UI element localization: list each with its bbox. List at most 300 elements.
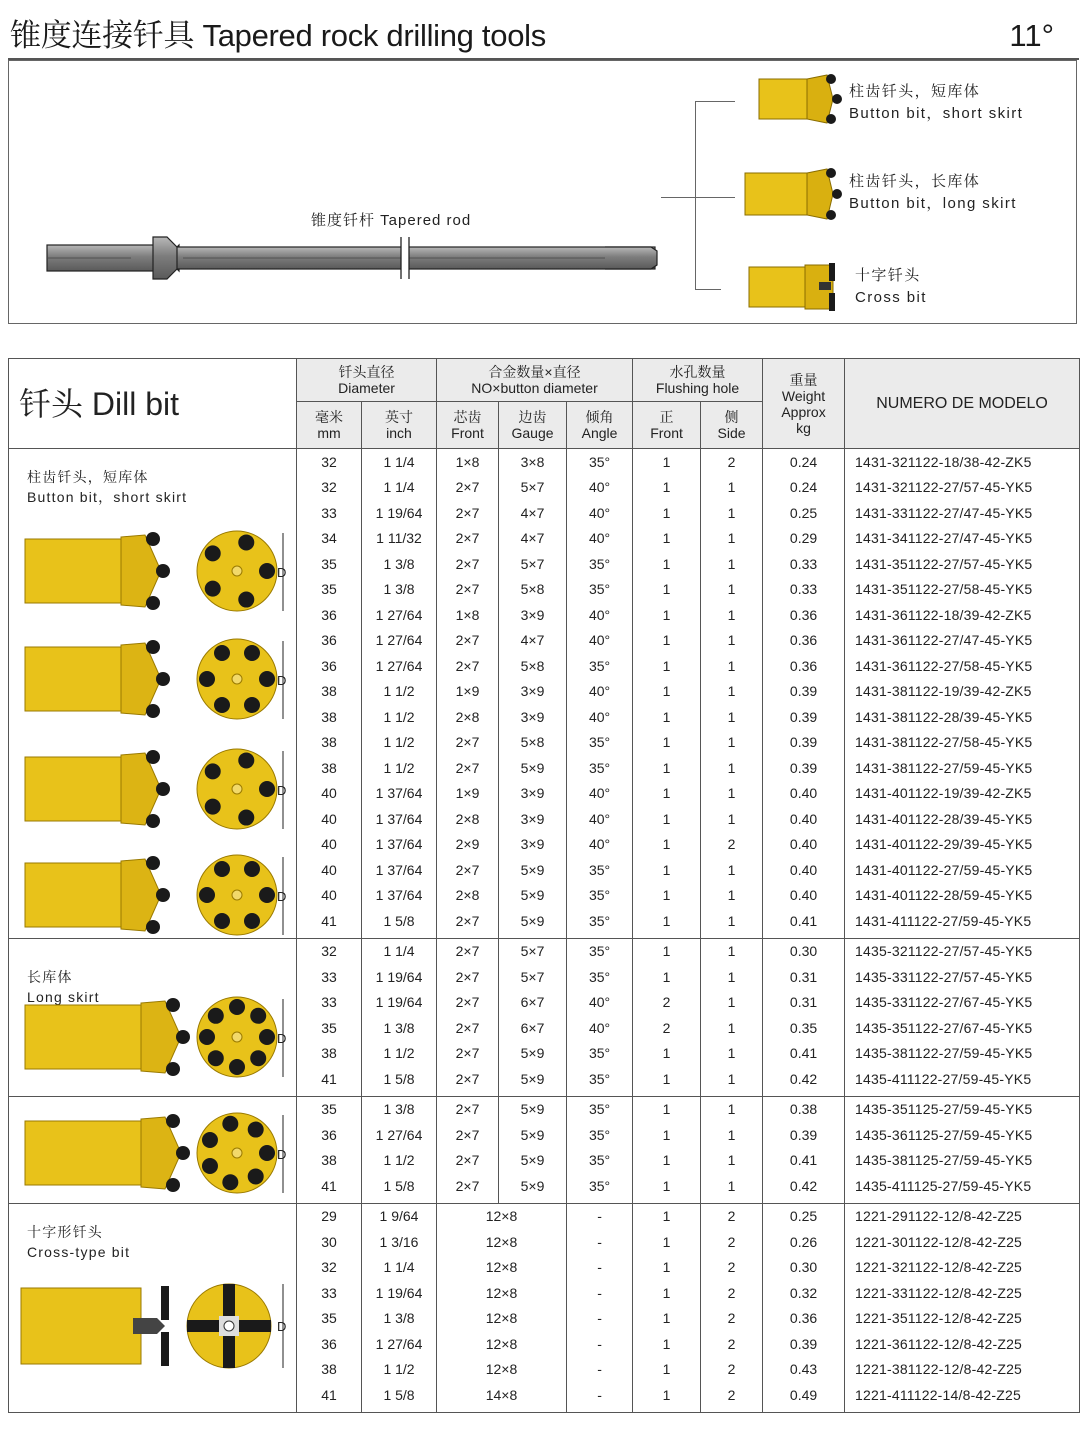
cell-gauge: 5×8 [499, 577, 567, 603]
cell-mm: 32 [297, 475, 362, 501]
cell-weight: 0.49 [763, 1382, 845, 1412]
cell-buttons: 14×8 [437, 1382, 567, 1412]
cell-model: 1435-351122-27/67-45-YK5 [845, 1015, 1080, 1041]
cell-angle: - [567, 1382, 633, 1412]
cell-angle: 35° [567, 908, 633, 938]
cell-weight: 0.40 [763, 781, 845, 807]
cell-flush-front: 1 [633, 475, 701, 501]
group-label: 长库体 Long skirt [27, 968, 100, 1005]
cell-angle: 35° [567, 1096, 633, 1122]
cell-model: 1431-351122-27/58-45-YK5 [845, 577, 1080, 603]
cell-gauge: 5×9 [499, 857, 567, 883]
cell-inch: 1 9/64 [362, 1203, 437, 1229]
cell-flush-front: 1 [633, 755, 701, 781]
cell-flush-front: 1 [633, 1203, 701, 1229]
cell-model: 1431-401122-29/39-45-YK5 [845, 832, 1080, 858]
cell-model: 1431-331122-27/47-45-YK5 [845, 500, 1080, 526]
cell-gauge: 5×7 [499, 938, 567, 964]
cell-front: 2×8 [437, 883, 499, 909]
cell-buttons: 12×8 [437, 1280, 567, 1306]
cell-gauge: 3×9 [499, 806, 567, 832]
cell-front: 2×7 [437, 964, 499, 990]
section-title: 钎头 Dill bit [9, 359, 297, 449]
cell-mm: 41 [297, 1382, 362, 1412]
cell-angle: 40° [567, 781, 633, 807]
cell-flush-front: 1 [633, 679, 701, 705]
cell-model: 1435-331122-27/57-45-YK5 [845, 964, 1080, 990]
table-row [9, 938, 1080, 964]
cell-model: 1431-321122-18/38-42-ZK5 [845, 449, 1080, 475]
cell-gauge: 6×7 [499, 1015, 567, 1041]
cell-angle: 40° [567, 806, 633, 832]
cell-inch: 1 1/2 [362, 730, 437, 756]
cell-flush-side: 1 [701, 908, 763, 938]
cell-buttons: 12×8 [437, 1255, 567, 1281]
cell-model: 1435-361125-27/59-45-YK5 [845, 1122, 1080, 1148]
cell-front: 2×7 [437, 500, 499, 526]
header-buttons: 合金数量×直径 NO×button diameter [437, 359, 633, 402]
group-cell [9, 1203, 297, 1412]
cell-front: 2×9 [437, 832, 499, 858]
cell-flush-side: 1 [701, 602, 763, 628]
cell-angle: 40° [567, 526, 633, 552]
cell-angle: 40° [567, 832, 633, 858]
cell-model: 1435-411125-27/59-45-YK5 [845, 1173, 1080, 1203]
cell-model: 1431-351122-27/57-45-YK5 [845, 551, 1080, 577]
cell-inch: 1 37/64 [362, 806, 437, 832]
cell-mm: 36 [297, 1122, 362, 1148]
cell-front: 1×9 [437, 781, 499, 807]
cell-flush-front: 1 [633, 832, 701, 858]
cell-buttons: 12×8 [437, 1357, 567, 1383]
cell-inch: 1 1/4 [362, 449, 437, 475]
tapered-rod-icon [45, 233, 665, 281]
cell-flush-side: 1 [701, 628, 763, 654]
cell-front: 1×8 [437, 449, 499, 475]
cell-weight: 0.41 [763, 1148, 845, 1174]
cell-flush-side: 2 [701, 1382, 763, 1412]
cell-gauge: 5×8 [499, 730, 567, 756]
cell-angle: - [567, 1229, 633, 1255]
cell-model: 1431-381122-19/39-42-ZK5 [845, 679, 1080, 705]
cell-flush-front: 1 [633, 551, 701, 577]
svg-text:D: D [277, 889, 287, 904]
cell-angle: - [567, 1203, 633, 1229]
cell-mm: 38 [297, 1148, 362, 1174]
cell-gauge: 5×7 [499, 551, 567, 577]
cell-inch: 1 37/64 [362, 832, 437, 858]
cell-front: 2×7 [437, 475, 499, 501]
header-fh-side: 侧 Side [701, 402, 763, 449]
cell-model: 1221-361122-12/8-42-Z25 [845, 1331, 1080, 1357]
product-diagram [8, 60, 1077, 324]
cell-angle: 35° [567, 1041, 633, 1067]
cell-weight: 0.40 [763, 857, 845, 883]
cell-inch: 1 37/64 [362, 857, 437, 883]
cell-inch: 1 37/64 [362, 781, 437, 807]
cell-flush-front: 1 [633, 1306, 701, 1332]
header-inch: 英寸 inch [362, 402, 437, 449]
cell-front: 2×7 [437, 1015, 499, 1041]
page-title: 锥度连接钎具 Tapered rock drilling tools [10, 18, 546, 53]
cell-flush-side: 1 [701, 1066, 763, 1096]
cell-mm: 35 [297, 1015, 362, 1041]
cell-angle: - [567, 1331, 633, 1357]
cell-weight: 0.39 [763, 1122, 845, 1148]
cell-weight: 0.40 [763, 883, 845, 909]
cell-buttons: 12×8 [437, 1229, 567, 1255]
cell-gauge: 4×7 [499, 628, 567, 654]
cell-inch: 1 19/64 [362, 964, 437, 990]
cell-flush-side: 1 [701, 1148, 763, 1174]
cell-model: 1431-361122-27/47-45-YK5 [845, 628, 1080, 654]
cell-gauge: 5×9 [499, 755, 567, 781]
cell-flush-side: 1 [701, 938, 763, 964]
cell-weight: 0.36 [763, 1306, 845, 1332]
cell-angle: - [567, 1280, 633, 1306]
cell-inch: 1 5/8 [362, 908, 437, 938]
cell-model: 1431-401122-27/59-45-YK5 [845, 857, 1080, 883]
cell-mm: 40 [297, 857, 362, 883]
header-flushing: 水孔数量 Flushing hole [633, 359, 763, 402]
cell-gauge: 3×9 [499, 832, 567, 858]
cell-gauge: 3×9 [499, 602, 567, 628]
button-bit-long-skirt-icon [15, 1111, 295, 1201]
drill-bit-spec-table [8, 358, 1080, 1413]
cell-flush-side: 2 [701, 1357, 763, 1383]
cell-front: 2×7 [437, 653, 499, 679]
header-front: 芯齿 Front [437, 402, 499, 449]
cell-flush-front: 1 [633, 526, 701, 552]
cell-model: 1431-341122-27/47-45-YK5 [845, 526, 1080, 552]
table-row [9, 1203, 1080, 1229]
cell-weight: 0.41 [763, 908, 845, 938]
cell-gauge: 5×9 [499, 883, 567, 909]
cell-angle: 35° [567, 1148, 633, 1174]
cell-weight: 0.35 [763, 1015, 845, 1041]
cell-flush-front: 1 [633, 857, 701, 883]
cell-gauge: 3×9 [499, 781, 567, 807]
cell-flush-front: 1 [633, 1255, 701, 1281]
cell-flush-side: 1 [701, 755, 763, 781]
cell-mm: 38 [297, 1041, 362, 1067]
svg-text:D: D [277, 783, 287, 798]
cell-weight: 0.31 [763, 964, 845, 990]
cell-weight: 0.42 [763, 1066, 845, 1096]
cell-weight: 0.43 [763, 1357, 845, 1383]
cell-angle: 35° [567, 449, 633, 475]
cell-weight: 0.29 [763, 526, 845, 552]
button-bit-short-skirt-icon [15, 747, 295, 837]
cell-flush-side: 2 [701, 1229, 763, 1255]
table-body [9, 449, 1080, 1413]
cell-gauge: 4×7 [499, 526, 567, 552]
cell-mm: 36 [297, 602, 362, 628]
cell-inch: 1 1/2 [362, 755, 437, 781]
cell-angle: 35° [567, 883, 633, 909]
cell-model: 1431-381122-27/59-45-YK5 [845, 755, 1080, 781]
cell-angle: - [567, 1255, 633, 1281]
cell-weight: 0.33 [763, 577, 845, 603]
cell-angle: 35° [567, 964, 633, 990]
cell-mm: 38 [297, 1357, 362, 1383]
cell-weight: 0.39 [763, 679, 845, 705]
cell-model: 1431-381122-27/58-45-YK5 [845, 730, 1080, 756]
cell-inch: 1 5/8 [362, 1173, 437, 1203]
cell-flush-front: 1 [633, 602, 701, 628]
button-bit-short-skirt-icon [15, 529, 295, 619]
cell-flush-side: 1 [701, 1015, 763, 1041]
cell-front: 2×7 [437, 730, 499, 756]
cell-angle: 40° [567, 475, 633, 501]
cell-mm: 33 [297, 1280, 362, 1306]
cell-mm: 41 [297, 1173, 362, 1203]
cell-inch: 1 3/8 [362, 1306, 437, 1332]
cell-flush-front: 1 [633, 1357, 701, 1383]
cell-mm: 40 [297, 883, 362, 909]
cell-angle: 35° [567, 1066, 633, 1096]
header-weight: 重量 Weight Approx kg [763, 359, 845, 449]
cell-model: 1435-321122-27/57-45-YK5 [845, 938, 1080, 964]
group-cell [9, 1096, 297, 1203]
cell-mm: 38 [297, 730, 362, 756]
cell-model: 1431-381122-28/39-45-YK5 [845, 704, 1080, 730]
cell-angle: 35° [567, 755, 633, 781]
cell-flush-front: 2 [633, 1015, 701, 1041]
table-row [9, 449, 1080, 475]
cell-flush-front: 1 [633, 1382, 701, 1412]
cell-front: 2×7 [437, 1066, 499, 1096]
cell-inch: 1 27/64 [362, 653, 437, 679]
cell-weight: 0.36 [763, 602, 845, 628]
svg-text:D: D [277, 1030, 287, 1046]
cell-front: 2×7 [437, 857, 499, 883]
cell-inch: 1 37/64 [362, 883, 437, 909]
cell-flush-side: 2 [701, 449, 763, 475]
cell-inch: 1 3/16 [362, 1229, 437, 1255]
cell-angle: 35° [567, 1122, 633, 1148]
cell-mm: 32 [297, 449, 362, 475]
cell-front: 1×8 [437, 602, 499, 628]
cell-inch: 1 1/2 [362, 704, 437, 730]
cell-gauge: 5×9 [499, 1066, 567, 1096]
cell-inch: 1 5/8 [362, 1066, 437, 1096]
cell-model: 1435-381122-27/59-45-YK5 [845, 1041, 1080, 1067]
cell-mm: 38 [297, 679, 362, 705]
cell-flush-side: 1 [701, 1173, 763, 1203]
cell-weight: 0.32 [763, 1280, 845, 1306]
cell-flush-side: 2 [701, 1306, 763, 1332]
cell-weight: 0.36 [763, 628, 845, 654]
cell-angle: 40° [567, 628, 633, 654]
cell-angle: 40° [567, 704, 633, 730]
title-bar [10, 6, 1072, 54]
cell-model: 1431-401122-19/39-42-ZK5 [845, 781, 1080, 807]
cell-mm: 30 [297, 1229, 362, 1255]
cell-flush-side: 1 [701, 1122, 763, 1148]
cell-gauge: 5×9 [499, 1148, 567, 1174]
cell-inch: 1 11/32 [362, 526, 437, 552]
cell-flush-side: 1 [701, 1096, 763, 1122]
cell-weight: 0.30 [763, 1255, 845, 1281]
cell-model: 1221-411122-14/8-42-Z25 [845, 1382, 1080, 1412]
cell-angle: 40° [567, 500, 633, 526]
cell-gauge: 4×7 [499, 500, 567, 526]
cell-buttons: 12×8 [437, 1331, 567, 1357]
cell-gauge: 5×7 [499, 475, 567, 501]
cell-mm: 34 [297, 526, 362, 552]
group-label: 柱齿钎头，短库体 Button bit，short skirt [27, 469, 188, 505]
cell-weight: 0.24 [763, 475, 845, 501]
cell-gauge: 5×8 [499, 653, 567, 679]
cell-mm: 40 [297, 806, 362, 832]
cell-weight: 0.33 [763, 551, 845, 577]
cell-flush-side: 1 [701, 781, 763, 807]
bit-label-short-skirt: 柱齿钎头，短库体 Button bit，short skirt [849, 83, 1024, 122]
cell-flush-side: 1 [701, 475, 763, 501]
cell-inch: 1 1/2 [362, 1357, 437, 1383]
cell-inch: 1 1/2 [362, 679, 437, 705]
cell-mm: 40 [297, 781, 362, 807]
cell-model: 1431-411122-27/59-45-YK5 [845, 908, 1080, 938]
cell-flush-front: 2 [633, 990, 701, 1016]
cell-flush-front: 1 [633, 1122, 701, 1148]
cell-inch: 1 19/64 [362, 990, 437, 1016]
cell-flush-side: 1 [701, 806, 763, 832]
cell-front: 2×7 [437, 1041, 499, 1067]
cell-gauge: 3×9 [499, 679, 567, 705]
cell-front: 2×7 [437, 990, 499, 1016]
cell-gauge: 3×8 [499, 449, 567, 475]
cell-front: 1×9 [437, 679, 499, 705]
cell-flush-side: 1 [701, 1041, 763, 1067]
bracket-branch [695, 101, 735, 102]
cell-flush-side: 2 [701, 1331, 763, 1357]
cell-weight: 0.39 [763, 755, 845, 781]
cell-model: 1431-361122-27/58-45-YK5 [845, 653, 1080, 679]
cell-weight: 0.39 [763, 1331, 845, 1357]
cell-flush-front: 1 [633, 577, 701, 603]
cell-model: 1221-331122-12/8-42-Z25 [845, 1280, 1080, 1306]
bit-label-long-skirt: 柱齿钎头，长库体 Button bit，long skirt [849, 173, 1017, 212]
cell-flush-side: 1 [701, 883, 763, 909]
cell-flush-side: 2 [701, 832, 763, 858]
cell-buttons: 12×8 [437, 1203, 567, 1229]
cell-inch: 1 1/2 [362, 1148, 437, 1174]
cell-flush-side: 2 [701, 1203, 763, 1229]
bracket-branch [695, 289, 721, 290]
header-diameter: 钎头直径 Diameter [297, 359, 437, 402]
cell-inch: 1 27/64 [362, 628, 437, 654]
cell-angle: 40° [567, 602, 633, 628]
header-gauge: 边齿 Gauge [499, 402, 567, 449]
cell-gauge: 5×9 [499, 1041, 567, 1067]
cell-flush-side: 2 [701, 1255, 763, 1281]
cell-mm: 38 [297, 704, 362, 730]
cell-flush-side: 1 [701, 704, 763, 730]
cell-inch: 1 27/64 [362, 1331, 437, 1357]
cell-flush-front: 1 [633, 1331, 701, 1357]
cell-mm: 35 [297, 551, 362, 577]
cell-model: 1221-301122-12/8-42-Z25 [845, 1229, 1080, 1255]
cell-model: 1435-351125-27/59-45-YK5 [845, 1096, 1080, 1122]
cell-inch: 1 1/4 [362, 475, 437, 501]
cell-flush-side: 1 [701, 679, 763, 705]
cell-mm: 38 [297, 755, 362, 781]
cell-flush-front: 1 [633, 883, 701, 909]
cell-flush-front: 1 [633, 704, 701, 730]
cell-angle: 35° [567, 857, 633, 883]
cell-weight: 0.25 [763, 1203, 845, 1229]
cell-front: 2×7 [437, 1148, 499, 1174]
cell-front: 2×7 [437, 1096, 499, 1122]
cell-flush-side: 1 [701, 577, 763, 603]
cell-model: 1221-381122-12/8-42-Z25 [845, 1357, 1080, 1383]
cell-flush-side: 1 [701, 857, 763, 883]
cell-model: 1431-401122-28/39-45-YK5 [845, 806, 1080, 832]
cell-mm: 33 [297, 500, 362, 526]
button-bit-long-skirt-icon [15, 995, 295, 1085]
cell-angle: 35° [567, 1173, 633, 1203]
cell-inch: 1 3/8 [362, 551, 437, 577]
cell-mm: 40 [297, 832, 362, 858]
cell-flush-front: 1 [633, 781, 701, 807]
cell-angle: 40° [567, 679, 633, 705]
cell-model: 1435-411122-27/59-45-YK5 [845, 1066, 1080, 1096]
cell-flush-front: 1 [633, 1096, 701, 1122]
cell-model: 1431-401122-28/59-45-YK5 [845, 883, 1080, 909]
cell-flush-side: 1 [701, 551, 763, 577]
cell-model: 1221-321122-12/8-42-Z25 [845, 1255, 1080, 1281]
cell-flush-front: 1 [633, 806, 701, 832]
cell-angle: - [567, 1306, 633, 1332]
button-bit-short-skirt-icon [15, 637, 295, 727]
cell-model: 1431-361122-18/39-42-ZK5 [845, 602, 1080, 628]
cell-flush-side: 1 [701, 526, 763, 552]
header-angle: 倾角 Angle [567, 402, 633, 449]
svg-text:D: D [277, 1146, 287, 1162]
cell-flush-front: 1 [633, 500, 701, 526]
rod-label: 锥度钎杆 Tapered rod [311, 212, 472, 229]
cell-weight: 0.42 [763, 1173, 845, 1203]
cell-inch: 1 1/2 [362, 1041, 437, 1067]
cell-mm: 36 [297, 1331, 362, 1357]
cell-inch: 1 5/8 [362, 1382, 437, 1412]
cell-flush-side: 1 [701, 653, 763, 679]
cell-front: 2×7 [437, 551, 499, 577]
cell-gauge: 3×9 [499, 704, 567, 730]
bit-label-cross: 十字钎头 Cross bit [855, 267, 927, 306]
button-bit-long-skirt-icon [741, 167, 845, 221]
cell-mm: 33 [297, 990, 362, 1016]
cell-weight: 0.41 [763, 1041, 845, 1067]
cell-front: 2×7 [437, 577, 499, 603]
button-bit-short-skirt-icon [755, 73, 845, 125]
cell-model: 1435-381125-27/59-45-YK5 [845, 1148, 1080, 1174]
cell-flush-side: 2 [701, 1280, 763, 1306]
cell-inch: 1 27/64 [362, 602, 437, 628]
cell-weight: 0.25 [763, 500, 845, 526]
cell-angle: 35° [567, 653, 633, 679]
cell-weight: 0.36 [763, 653, 845, 679]
cell-mm: 35 [297, 577, 362, 603]
cell-front: 2×7 [437, 526, 499, 552]
cell-angle: 40° [567, 1015, 633, 1041]
cell-flush-front: 1 [633, 449, 701, 475]
cell-weight: 0.26 [763, 1229, 845, 1255]
cell-front: 2×7 [437, 755, 499, 781]
cell-gauge: 5×9 [499, 1096, 567, 1122]
